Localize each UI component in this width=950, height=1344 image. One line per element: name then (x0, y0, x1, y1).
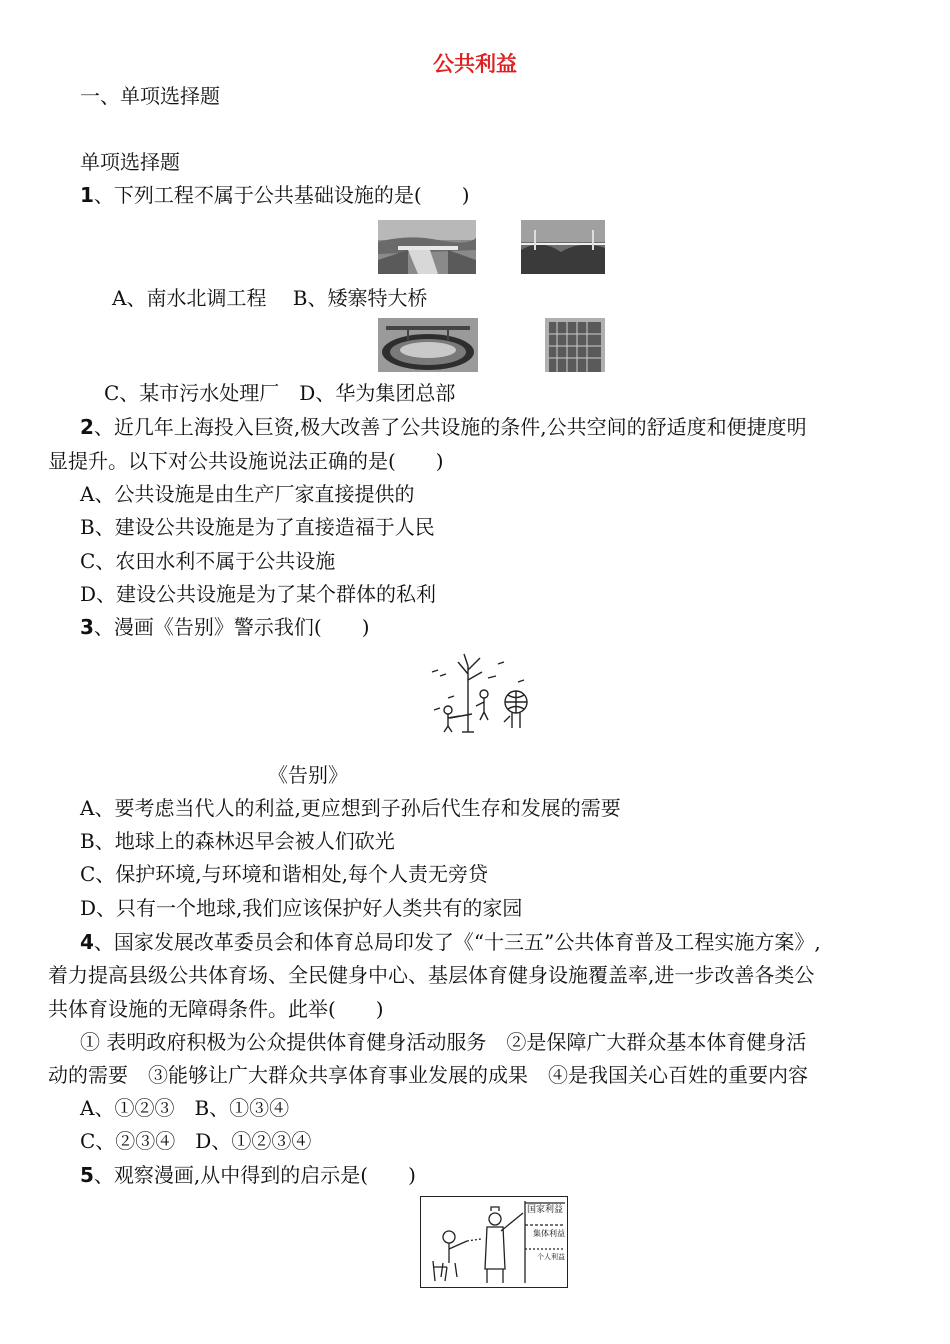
question-number: 5 (80, 1163, 94, 1187)
question-4-stem-line3: 共体育设施的无障碍条件。此举( ) (48, 997, 384, 1021)
question-4-stem-line2: 着力提高县级公共体育场、全民健身中心、基层体育健身设施覆盖率,进一步改善各类公 (48, 963, 815, 987)
question-2-stem-line2: 显提升。以下对公共设施说法正确的是( ) (48, 449, 444, 473)
question-number: 2 (80, 415, 94, 439)
question-3-option-b: B、地球上的森林迟早会被人们砍光 (80, 829, 395, 853)
question-2-option-d: D、建设公共设施是为了某个群体的私利 (80, 582, 437, 606)
label-collective-interest: 集体利益 (533, 1229, 565, 1238)
subheading: 单项选择题 (80, 150, 180, 174)
cartoon-farewell (428, 652, 530, 734)
question-number: 1 (80, 183, 94, 207)
label-personal-interest: 个人利益 (537, 1253, 565, 1261)
question-2-option-c: C、农田水利不属于公共设施 (80, 549, 336, 573)
section-heading: 一、单项选择题 (80, 84, 220, 108)
question-4-options-row2: C、②③④ D、①②③④ (80, 1129, 312, 1153)
question-5-stem: 5、观察漫画,从中得到的启示是( ) (80, 1163, 416, 1187)
question-4-statements-line1: ① 表明政府积极为公众提供体育健身活动服务 ②是保障广大群众基本体育健身活 (80, 1030, 807, 1054)
question-2-option-b: B、建设公共设施是为了直接造福于人民 (80, 515, 435, 539)
question-number: 3 (80, 615, 94, 639)
question-4-stem-line1: 4、国家发展改革委员会和体育总局印发了《“十三五”公共体育普及工程实施方案》, (80, 930, 821, 954)
question-2-stem-line1: 2、近几年上海投入巨资,极大改善了公共设施的条件,公共空间的舒适度和便捷度明 (80, 415, 807, 439)
label-national-interest: 国家利益 (527, 1205, 564, 1215)
question-1-options-row2: C、某市污水处理厂 D、华为集团总部 (104, 381, 456, 405)
question-1-options-row1: A、南水北调工程 B、矮寨特大桥 (112, 286, 428, 310)
question-2-option-a: A、公共设施是由生产厂家直接提供的 (80, 482, 415, 506)
photo-sewage-plant (378, 318, 478, 372)
question-3-option-d: D、只有一个地球,我们应该保护好人类共有的家园 (80, 896, 523, 920)
question-3-option-c: C、保护环境,与环境和谐相处,每个人责无旁贷 (80, 862, 489, 886)
photo-south-north-water (378, 220, 476, 274)
question-number: 4 (80, 930, 94, 954)
question-3-option-a: A、要考虑当代人的利益,更应想到子孙后代生存和发展的需要 (80, 796, 621, 820)
cartoon-caption: 《告别》 (268, 763, 348, 787)
photo-aizhai-bridge (521, 220, 605, 274)
question-4-options-row1: A、①②③ B、①③④ (80, 1096, 290, 1120)
cartoon-interests (420, 1196, 568, 1288)
question-1-stem: 1、下列工程不属于公共基础设施的是( ) (80, 183, 470, 207)
page-title: 公共利益 (433, 52, 517, 76)
photo-huawei-headquarters (545, 318, 605, 372)
question-4-statements-line2: 动的需要 ③能够让广大群众共享体育事业发展的成果 ④是我国关心百姓的重要内容 (48, 1063, 808, 1087)
question-3-stem: 3、漫画《告别》警示我们( ) (80, 615, 370, 639)
